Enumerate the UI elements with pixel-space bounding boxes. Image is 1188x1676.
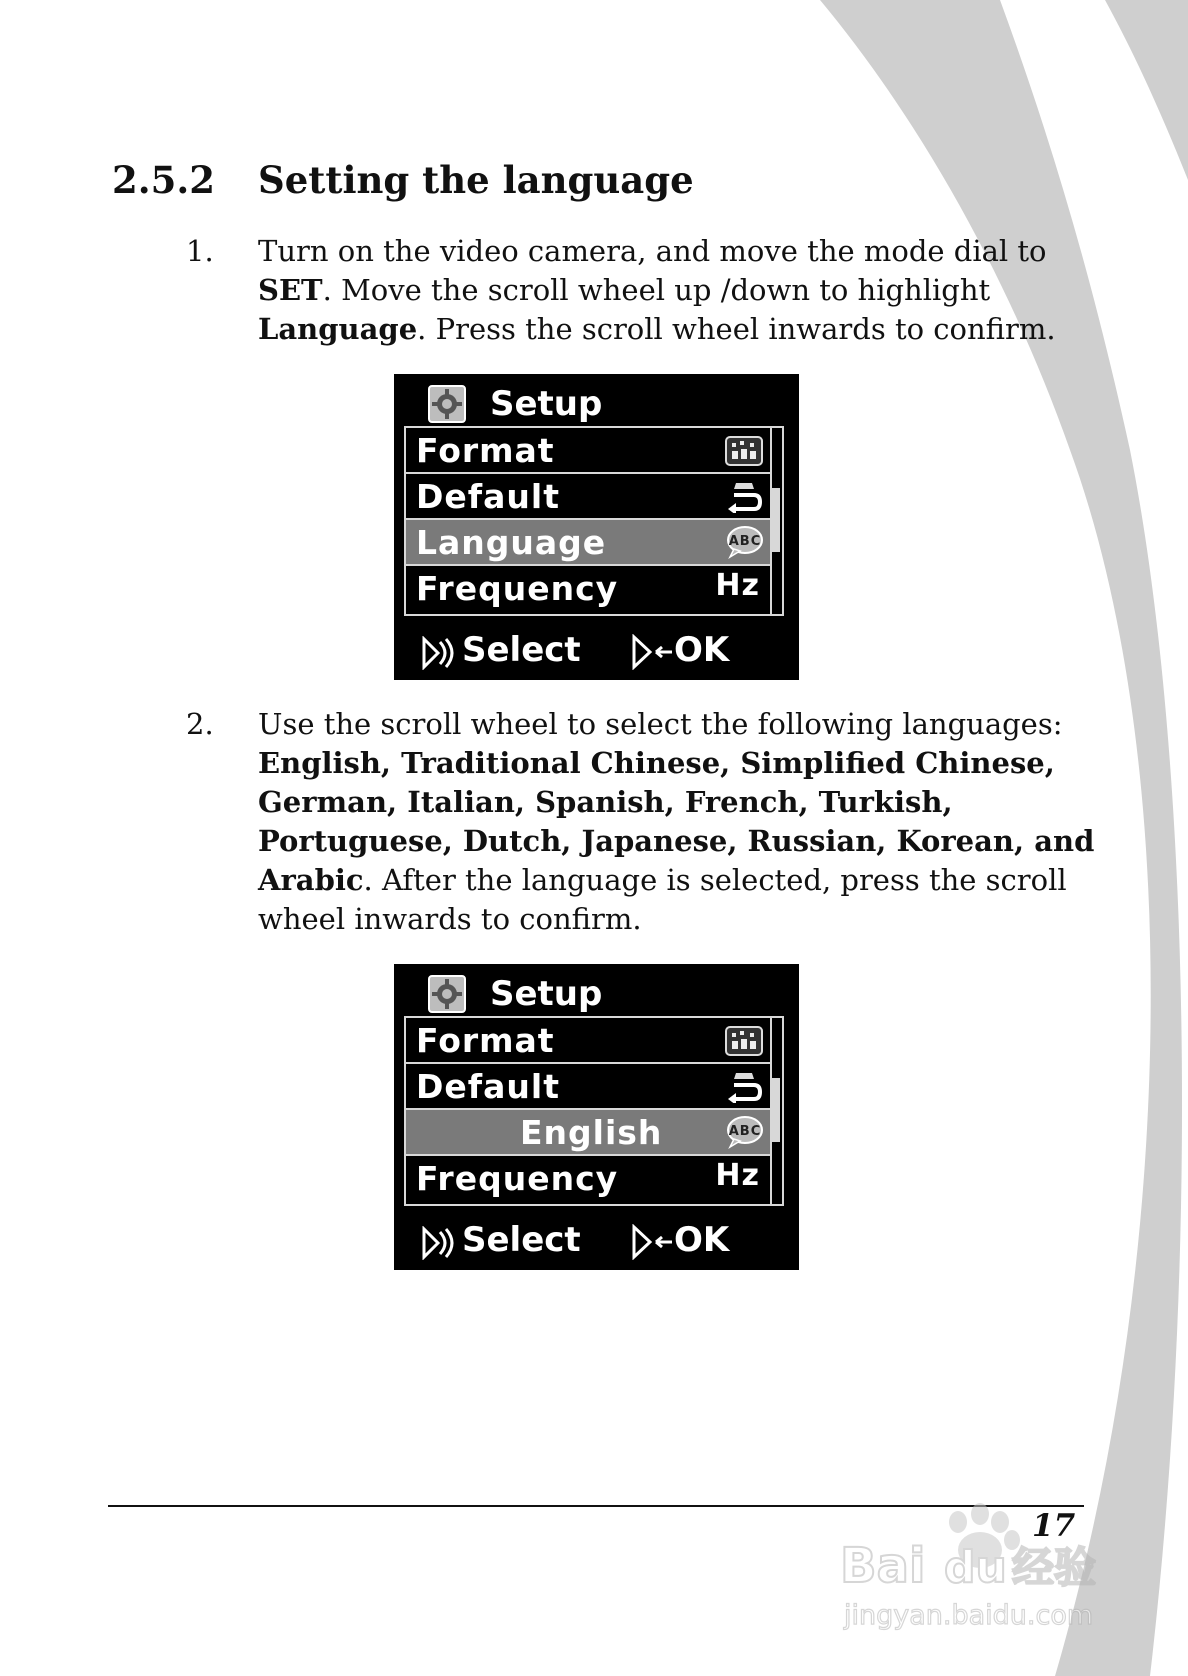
ok-hint: OK — [674, 630, 730, 670]
scrollbar-thumb[interactable] — [772, 1078, 780, 1142]
abc-icon — [724, 1115, 764, 1149]
screen-footer — [420, 630, 780, 672]
menu-item-label: Language — [416, 522, 607, 562]
menu-item[interactable] — [406, 428, 770, 472]
menu-item-label: Format — [416, 1020, 555, 1060]
step-text-run: . Move the scroll wheel up /down to highlight — [322, 273, 991, 307]
screen-footer — [420, 1220, 780, 1262]
menu-item[interactable] — [406, 1156, 770, 1200]
press-ok-icon — [630, 634, 674, 670]
menu-item[interactable] — [406, 1018, 770, 1062]
gear-icon — [428, 975, 466, 1013]
hz-label: Hz — [715, 568, 760, 603]
step-text-run: Turn on the video camera, and move the mode dial to — [258, 234, 1047, 268]
menu-item[interactable] — [406, 566, 770, 610]
camera-setup-screen — [394, 374, 799, 680]
scrollbar[interactable] — [770, 428, 780, 614]
hz-label: Hz — [715, 1158, 760, 1193]
scroll-select-icon — [420, 636, 456, 670]
svg-text:du: du — [944, 1542, 1007, 1593]
screen-header — [428, 382, 602, 426]
svg-text:ABC: ABC — [728, 534, 762, 549]
settings-menu — [404, 1016, 784, 1206]
svg-text:jingyan.baidu.com: jingyan.baidu.com — [844, 1600, 1094, 1631]
menu-item-label: Frequency — [416, 568, 619, 608]
screen-title: Setup — [490, 974, 603, 1014]
scrollbar-thumb[interactable] — [772, 488, 780, 552]
menu-item-label: Format — [416, 430, 555, 470]
select-hint: Select — [462, 630, 581, 670]
section-number: 2.5.2 — [112, 158, 215, 202]
scrollbar[interactable] — [770, 1018, 780, 1204]
step-text-run: Use the scroll wheel to select the following languages: — [258, 707, 1063, 741]
step-text-bold: SET — [258, 273, 323, 307]
settings-menu — [404, 426, 784, 616]
menu-item[interactable] — [406, 520, 770, 564]
step-number: 1. — [186, 234, 214, 268]
screen-header — [428, 972, 602, 1016]
select-hint: Select — [462, 1220, 581, 1260]
press-ok-icon — [630, 1224, 674, 1260]
baidu-watermark — [840, 1500, 1120, 1640]
menu-item-label: Default — [416, 476, 560, 516]
menu-item[interactable] — [406, 474, 770, 518]
ok-hint: OK — [674, 1220, 730, 1260]
menu-item[interactable] — [406, 1064, 770, 1108]
menu-item[interactable] — [406, 1110, 770, 1154]
svg-text:经验: 经验 — [1012, 1543, 1097, 1592]
step-text-bold: English, Traditional Chinese, Simplified Chinese, German, Italian, Spanish, French, Turkish, Portuguese, Dutch, Japanese, Russian, Korean, and Arabic — [258, 746, 1095, 897]
gear-icon — [428, 385, 466, 423]
format-icon — [724, 1023, 764, 1057]
baidu-paw-logo — [840, 1500, 1120, 1640]
section-title: Setting the language — [258, 158, 694, 202]
step-text-run: . After the language is selected, press the scroll wheel inwards to confirm. — [258, 863, 1067, 936]
menu-item-label: Frequency — [416, 1158, 619, 1198]
default-icon — [724, 1069, 764, 1103]
step-number: 2. — [186, 707, 214, 741]
abc-icon — [724, 525, 764, 559]
step-text-bold: Language — [258, 312, 418, 346]
screen-title: Setup — [490, 384, 603, 424]
step-text-run: . Press the scroll wheel inwards to confirm. — [417, 312, 1056, 346]
page-number: 17 — [1032, 1508, 1076, 1544]
menu-item-label: Default — [416, 1066, 560, 1106]
step-text — [258, 705, 1098, 939]
step-text — [258, 232, 1098, 349]
format-icon — [724, 433, 764, 467]
camera-setup-screen — [394, 964, 799, 1270]
menu-item-label: English — [520, 1112, 663, 1152]
scroll-select-icon — [420, 1226, 456, 1260]
svg-text:Bai: Bai — [840, 1538, 926, 1594]
default-icon — [724, 479, 764, 513]
svg-text:ABC: ABC — [728, 1124, 762, 1139]
